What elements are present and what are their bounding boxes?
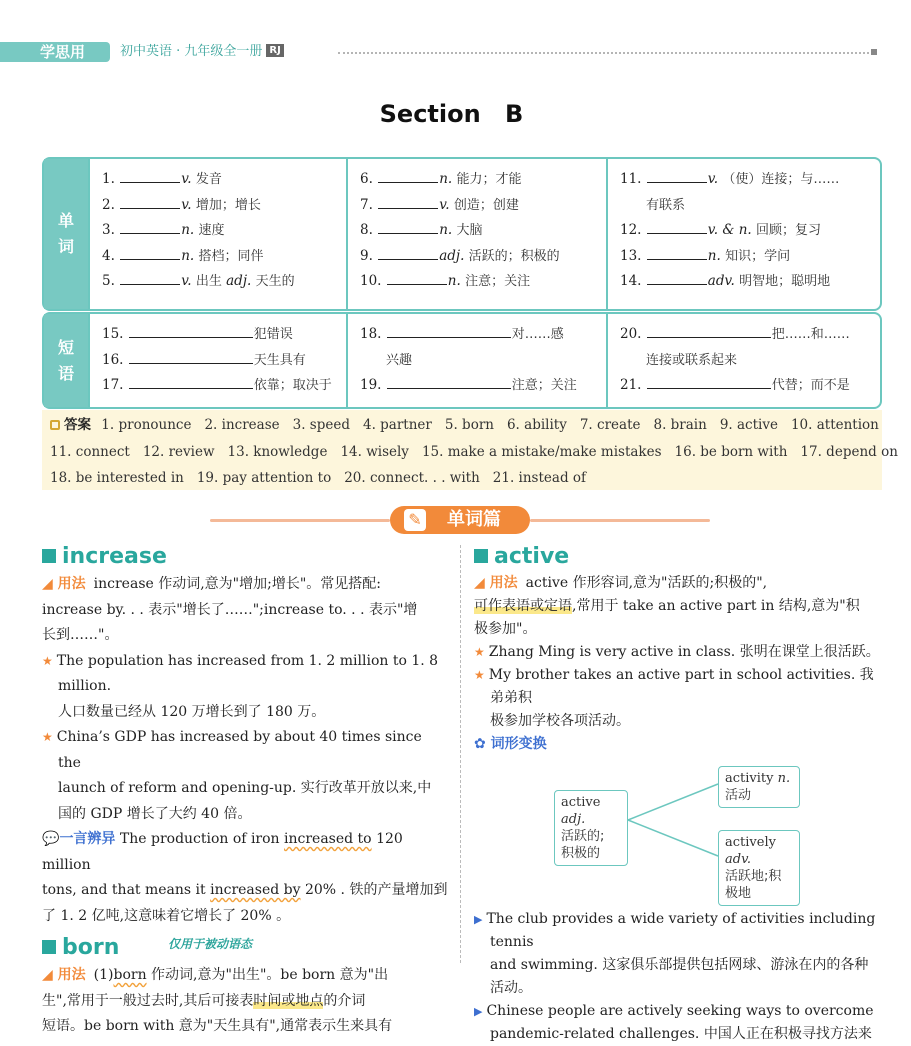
example: ▶ Chinese people are actively seeking ways to overcome [474,1003,874,1019]
diagram-root-box: active adj. 活跃的; 积极的 [554,790,628,866]
word-form-diagram [474,760,882,908]
answer-blank[interactable] [120,195,180,209]
usage-line: increase by. . . 表示"增长了……";increase to. . . 表示"增 [42,601,418,618]
usage-line: 长到……"。 [42,627,119,643]
phrase-item-continuation: 兴趣 [386,352,413,368]
banner-rule-right [530,519,710,522]
word-item: 9. adj. 活跃的；积极的 [360,247,560,264]
answer-key [42,410,898,490]
difference-paragraph: 💬一言辨异 The production of iron increased to 120 million [42,831,403,873]
answer-blank[interactable] [129,350,253,364]
banner-pill: ✎ 单词篇 [390,506,530,534]
answer-blank[interactable] [129,324,253,338]
usage-paragraph: ◢ 用法 active 作形容词,意为"活跃的;积极的", [474,575,768,591]
section-title: Section B [379,100,524,128]
phrase-item: 19. 注意；关注 [360,377,577,393]
flag-icon: ◢ [474,575,485,591]
answer-blank[interactable] [647,220,707,234]
example: ★ Zhang Ming is very active in class. 张明在课堂上很活跃。 [474,644,880,660]
header-dotted-rule [338,52,873,54]
word-item: 7. v. 创造；创建 [360,196,519,213]
lock-icon [50,420,60,430]
phrases-col-1 [88,314,346,407]
answer-blank[interactable] [378,246,438,260]
example: ★ The population has increased from 1. 2 million to 1. 8 million. [42,652,439,694]
answer-line: 11. connect 12. review 13. knowledge 14. wisely 15. make a mistake/make mistakes 16. be born with 17. depend on [50,443,898,460]
phrase-item: 16. 天生具有 [102,351,306,368]
example-line: launch of reform and opening-up. 实行改革开放以来,中 [58,780,432,796]
square-bullet-icon [474,549,488,563]
difference-line: 了 1. 2 亿吨,这意味着它增长了 20% 。 [42,907,291,924]
usage-line: 生",常用于一般过去时,其后可接表时间或地点的介词 [42,992,366,1009]
phrase-item: 20. 把……和…… [620,326,850,342]
column-divider [460,545,461,963]
phrases-side-label: 短 语 [44,314,88,407]
answer-blank[interactable] [120,246,180,260]
page-header [0,42,903,64]
example-translation: 国的 GDP 增长了大约 40 倍。 [58,805,252,822]
phrase-item-continuation: 连接或联系起来 [646,352,738,368]
diagram-connectors [474,760,882,908]
usage-tag: ◢ 用法 [42,967,86,983]
difference-tag: 💬一言辨异 [42,831,116,847]
answer-blank[interactable] [647,169,707,183]
answer-blank[interactable] [647,375,771,389]
flag-icon: ◢ [42,576,53,592]
phrase-item: 15. 犯错误 [102,326,293,342]
word-item: 2. v. 增加；增长 [102,196,261,213]
example-line: pandemic-related challenges. 中国人正在积极寻找方法来 [490,1026,872,1042]
answer-blank[interactable] [387,375,511,389]
word-heading-born: born 仅用于被动语态 [42,933,448,963]
example-line: 活动。 [490,980,532,996]
word-item: 14. adv. 明智地；聪明地 [620,273,831,289]
words-col-1 [88,159,346,309]
left-column [42,542,448,1040]
word-item: 12. v. & n. 回顾；复习 [620,222,821,238]
answer-blank[interactable] [647,271,707,285]
answer-blank[interactable] [378,220,438,234]
answer-blank[interactable] [387,271,447,285]
word-heading-active: active [474,542,882,572]
triangle-bullet-icon: ▶ [474,1005,483,1018]
flag-icon: ◢ [42,967,53,983]
square-bullet-icon [42,549,56,563]
usage-paragraph: ◢ 用法 (1)born 作动词,意为"出生"。be born 意为"出 [42,967,389,983]
star-icon: ★ [42,653,53,668]
usage-line: 可作表语或定语,常用于 take an active part in 结构,意为"积 [474,598,860,614]
word-item: 8. n. 大脑 [360,222,483,238]
usage-paragraph: ◢ 用法 increase 作动词,意为"增加;增长"。常见搭配: [42,576,381,592]
difference-line: tons, and that means it increased by 20% . 铁的产量增加到 [42,882,448,898]
word-item: 11. v. （使）连接；与…… [620,171,840,187]
phrase-item: 21. 代替；而不是 [620,377,850,393]
example-line: and swimming. 这家俱乐部提供包括网球、游泳在内的各种 [490,957,869,973]
diagram-adverb-box: actively adv. 活跃地;积 极地 [718,830,800,906]
phrase-item: 18. 对……感 [360,326,564,342]
words-side-label: 单 词 [44,159,88,309]
square-bullet-icon [42,940,56,954]
answer-blank[interactable] [647,246,707,260]
words-col-2 [346,159,606,309]
answer-blank[interactable] [378,169,438,183]
header-square [871,49,877,55]
answer-blank[interactable] [129,375,253,389]
phrases-col-3 [606,314,882,407]
word-item-continuation: 有联系 [646,197,686,213]
word-item: 4. n. 搭档；同伴 [102,247,264,264]
triangle-bullet-icon: ▶ [474,913,483,926]
banner-rule-left [210,519,390,522]
words-table [42,157,882,311]
brand-badge: 学思用 [0,42,110,62]
usage-tag: ◢ 用法 [42,576,86,592]
pencil-icon: ✎ [404,509,426,531]
usage-tag: ◢ 用法 [474,575,518,591]
answer-line: 答案 1. pronounce 2. increase 3. speed 4. partner 5. born 6. ability 7. create 8. brain 9. active 10. attention [50,412,876,439]
word-item: 13. n. 知识；学问 [620,247,791,264]
section-banner [0,506,903,534]
diagram-noun-box: activity n. 活动 [718,766,800,808]
star-icon: ★ [474,668,485,682]
answer-blank[interactable] [387,324,511,338]
answer-line: 18. be interested in 19. pay attention to 20. connect. . . with 21. instead of [50,470,587,486]
usage-line: 短语。be born with 意为"天生具有",通常表示生来具有 [42,1018,393,1034]
example: ★ China’s GDP has increased by about 40 times since the [42,729,422,771]
word-heading-increase: increase [42,542,448,572]
answer-blank[interactable] [647,324,771,338]
word-item: 10. n. 注意；关注 [360,273,531,289]
handwritten-note: 仅用于被动语态 [168,937,253,951]
answer-blank[interactable] [378,195,438,209]
word-item: 1. v. 发音 [102,171,222,187]
phrases-col-2 [346,314,606,407]
example-translation: 人口数量已经从 120 万增长到了 180 万。 [58,703,326,720]
answer-blank[interactable] [120,220,180,234]
phrases-table [42,312,882,409]
words-col-3 [606,159,882,309]
answer-label: 答案 [64,417,91,433]
example-translation: 极参加学校各项活动。 [490,713,630,729]
book-title: 初中英语 · 九年级全一册 RJ [120,42,284,62]
example: ★ My brother takes an active part in school activities. 我弟弟积 [474,667,874,706]
word-item: 3. n. 速度 [102,222,225,238]
speech-bubble-icon: 💬 [42,831,60,847]
phrase-item: 17. 依靠；取决于 [102,377,332,393]
edition-badge: RJ [266,44,283,57]
word-item: 6. n. 能力；才能 [360,171,522,187]
example: ▶ The club provides a wide variety of activities including tennis [474,911,876,950]
star-icon: ★ [474,645,485,659]
answer-blank[interactable] [120,169,180,183]
usage-line: 极参加"。 [474,621,537,637]
answer-blank[interactable] [120,271,180,285]
right-column [474,542,882,1046]
flower-icon: ✿ [474,736,486,752]
word-item: 5. v. 出生 adj. 天生的 [102,273,295,289]
word-transform-heading: ✿ 词形变换 [474,736,547,752]
star-icon: ★ [42,730,53,744]
